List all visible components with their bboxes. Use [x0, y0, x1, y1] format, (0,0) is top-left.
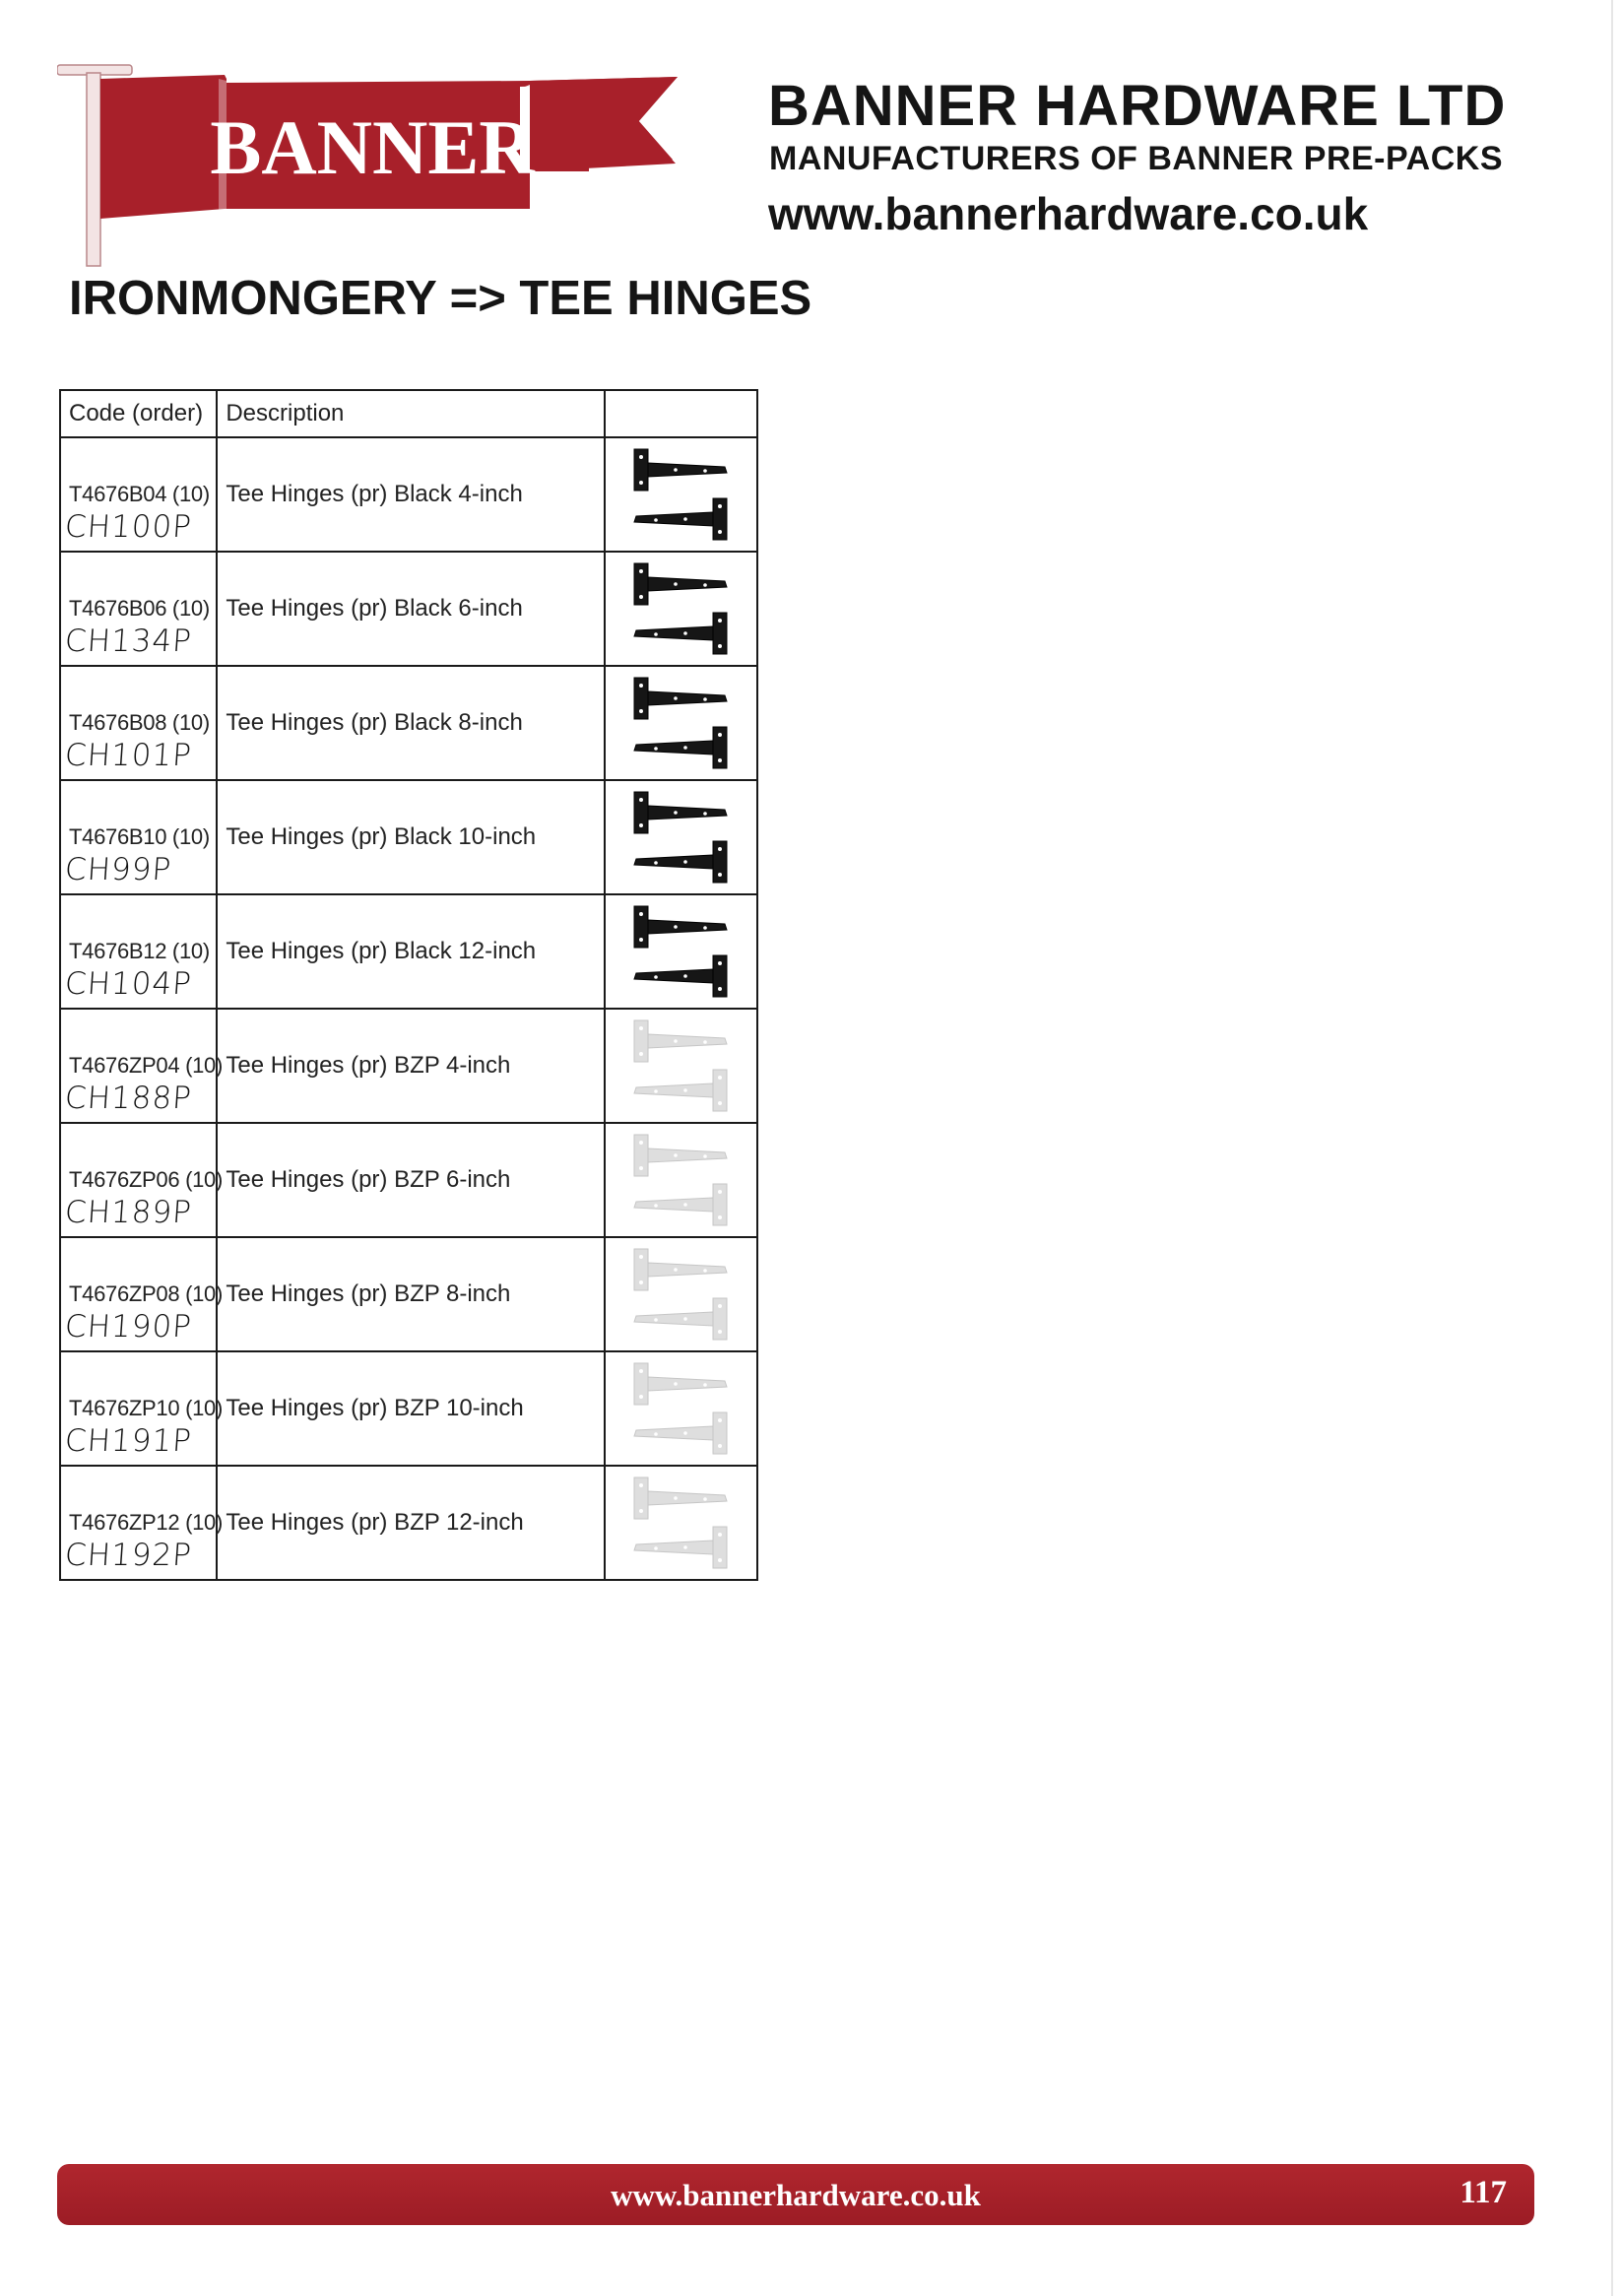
order-code: T4676ZP08 (10)	[69, 1281, 223, 1306]
company-website[interactable]: www.bannerhardware.co.uk	[768, 188, 1369, 239]
image-cell	[605, 1466, 757, 1580]
tee-hinge-icon	[626, 786, 735, 888]
table-row	[60, 1466, 757, 1580]
tee-hinge-icon	[626, 558, 735, 660]
order-code: T4676B04 (10)	[69, 482, 210, 506]
tee-hinge-icon	[626, 900, 735, 1003]
description-cell: Tee Hinges (pr) Black 4-inch	[217, 437, 604, 552]
handwritten-code: CH192P	[63, 1538, 194, 1573]
header-description: Description	[217, 390, 604, 437]
handwritten-code: CH100P	[63, 509, 194, 545]
order-code: T4676ZP06 (10)	[69, 1167, 223, 1192]
description-cell: Tee Hinges (pr) BZP 12-inch	[217, 1466, 604, 1580]
table-row	[60, 1009, 757, 1123]
tee-hinge-icon	[626, 1472, 735, 1574]
image-cell	[605, 1237, 757, 1351]
description-cell: Tee Hinges (pr) BZP 10-inch	[217, 1351, 604, 1466]
order-code: T4676B10 (10)	[69, 824, 210, 849]
table-row	[60, 780, 757, 894]
tee-hinge-icon	[626, 672, 735, 774]
code-cell	[60, 1351, 223, 1466]
tee-hinge-icon	[626, 1357, 735, 1460]
description-cell: Tee Hinges (pr) BZP 8-inch	[217, 1237, 604, 1351]
table-header-row	[60, 390, 757, 437]
table-row	[60, 437, 757, 552]
code-cell	[60, 1123, 223, 1237]
handwritten-code: CH134P	[63, 623, 194, 659]
tee-hinge-icon	[626, 1129, 735, 1231]
image-cell	[605, 552, 757, 666]
code-cell	[60, 437, 217, 552]
footer-website[interactable]: www.bannerhardware.co.uk	[611, 2178, 981, 2212]
code-cell	[60, 666, 217, 780]
description-cell: Tee Hinges (pr) BZP 4-inch	[217, 1009, 604, 1123]
code-cell	[60, 552, 217, 666]
header-image	[605, 390, 757, 437]
handwritten-code: CH188P	[63, 1081, 194, 1116]
code-cell	[60, 1009, 223, 1123]
description-cell: Tee Hinges (pr) Black 6-inch	[217, 552, 604, 666]
code-cell	[60, 1466, 223, 1580]
order-code: T4676ZP10 (10)	[69, 1396, 223, 1420]
image-cell	[605, 437, 757, 552]
handwritten-code: CH190P	[63, 1309, 194, 1345]
order-code: T4676ZP04 (10)	[69, 1053, 223, 1078]
product-table	[59, 389, 758, 1581]
handwritten-code: CH104P	[63, 966, 194, 1002]
page-number: 117	[1459, 2175, 1507, 2210]
description-cell: Tee Hinges (pr) Black 8-inch	[217, 666, 604, 780]
table-row	[60, 894, 757, 1009]
table-row	[60, 1237, 757, 1351]
handwritten-code: CH101P	[63, 738, 194, 773]
order-code: T4676B12 (10)	[69, 939, 210, 963]
description-cell: Tee Hinges (pr) Black 10-inch	[217, 780, 604, 894]
table-row	[60, 552, 757, 666]
table-row	[60, 666, 757, 780]
company-tagline: MANUFACTURERS OF BANNER PRE-PACKS	[769, 140, 1503, 177]
image-cell	[605, 1009, 757, 1123]
image-cell	[605, 1123, 757, 1237]
order-code: T4676ZP12 (10)	[69, 1510, 223, 1535]
company-name: BANNER HARDWARE LTD	[768, 74, 1507, 138]
description-cell: Tee Hinges (pr) Black 12-inch	[217, 894, 604, 1009]
image-cell	[605, 894, 757, 1009]
tee-hinge-icon	[626, 1243, 735, 1345]
footer-bar	[57, 2164, 1534, 2225]
description-cell: Tee Hinges (pr) BZP 6-inch	[217, 1123, 604, 1237]
code-cell	[60, 780, 217, 894]
handwritten-code: CH191P	[63, 1423, 194, 1459]
handwritten-code: CH99P	[63, 852, 173, 887]
image-cell	[605, 666, 757, 780]
tee-hinge-icon	[626, 443, 735, 546]
tee-hinge-icon	[626, 1015, 735, 1117]
order-code: T4676B08 (10)	[69, 710, 210, 735]
logo-wordmark: BANNER	[210, 104, 535, 190]
flag-icon	[57, 61, 687, 268]
header-code: Code (order)	[60, 390, 217, 437]
table-row	[60, 1351, 757, 1466]
code-cell	[60, 1237, 223, 1351]
handwritten-code: CH189P	[63, 1195, 194, 1230]
page-edge	[1611, 0, 1613, 2296]
image-cell	[605, 780, 757, 894]
image-cell	[605, 1351, 757, 1466]
banner-logo	[57, 61, 687, 268]
table-row	[60, 1123, 757, 1237]
section-title: IRONMONGERY => TEE HINGES	[69, 272, 812, 325]
code-cell	[60, 894, 217, 1009]
order-code: T4676B06 (10)	[69, 596, 210, 621]
